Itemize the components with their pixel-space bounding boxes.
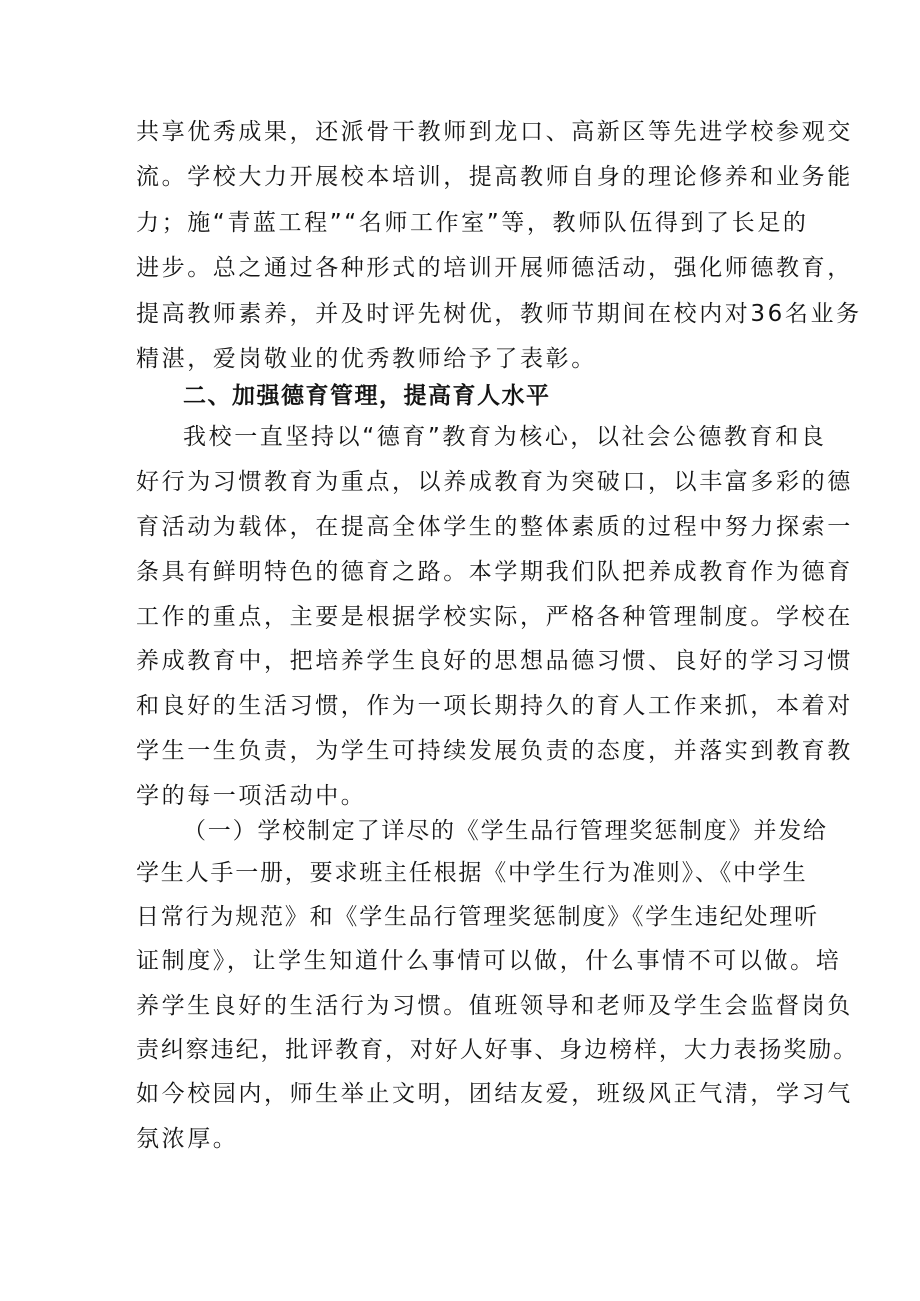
- text-line: 条具有鲜明特色的德育之路。本学期我们队把养成教育作为德育: [136, 559, 853, 585]
- text-line: 进步。总之通过各种形式的培训开展师德活动，强化师德教育，: [136, 255, 853, 281]
- text-line: 共享优秀成果，还派骨干教师到龙口、高新区等先进学校参观交: [136, 119, 853, 145]
- text-line: 我校一直坚持以“德育”教育为核心，以社会公德教育和良: [183, 424, 827, 450]
- text-line: 和良好的生活习惯，作为一项长期持久的育人工作来抓，本着对: [136, 693, 853, 719]
- text-line: 学的每一项活动中。: [136, 783, 367, 809]
- text-line: 育活动为载体，在提高全体学生的整体素质的过程中努力探索一: [136, 514, 853, 540]
- section-heading: 二、加强德育管理，提高育人水平: [183, 383, 551, 409]
- text-line: 工作的重点，主要是根据学校实际，严格各种管理制度。学校在: [136, 604, 853, 630]
- text-line: 证制度》，让学生知道什么事情可以做，什么事情不可以做。培: [136, 948, 842, 974]
- text-line: 养学生良好的生活行为习惯。值班领导和老师及学生会监督岗负: [136, 993, 853, 1019]
- text-line: 如今校园内，师生举止文明，团结友爱，班级风正气清，学习气: [136, 1081, 853, 1107]
- text-line: （一）学校制定了详尽的《学生品行管理奖惩制度》并发给: [183, 818, 828, 844]
- text-line: 氛浓厚。: [136, 1126, 239, 1152]
- text-line: 日常行为规范》和《学生品行管理奖惩制度》《学生违纪处理听: [136, 904, 819, 930]
- text-line: 提高教师素养，并及时评先树优，教师节期间在校内对36名业务: [136, 301, 862, 327]
- text-line: 力；施“青蓝工程”“名师工作室”等，教师队伍得到了长足的: [136, 210, 809, 236]
- text-line: 精湛，爱岗敬业的优秀教师给予了表彰。: [136, 346, 597, 372]
- text-line: 责纠察违纪，批评教育，对好人好事、身边榜样，大力表扬奖励。: [136, 1037, 859, 1063]
- text-line: 学生一生负责，为学生可持续发展负责的态度，并落实到教育教: [136, 738, 853, 764]
- text-line: 流。学校大力开展校本培训，提高教师自身的理论修养和业务能: [136, 164, 853, 190]
- text-line: 学生人手一册，要求班主任根据《中学生行为准则》、《中学生: [136, 860, 808, 886]
- text-line: 养成教育中，把培养学生良好的思想品德习惯、良好的学习习惯: [136, 648, 853, 674]
- text-line: 好行为习惯教育为重点，以养成教育为突破口，以丰富多彩的德: [136, 469, 853, 495]
